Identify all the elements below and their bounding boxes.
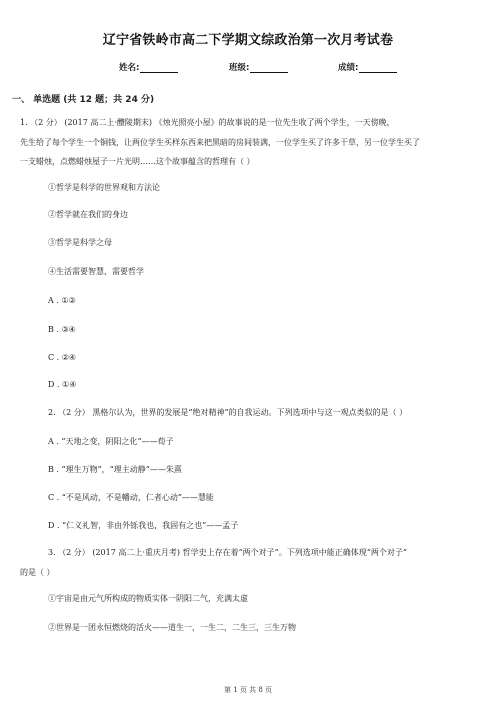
q2-stem-line: 2. （2 分） 黑格尔认为，世界的发展是“绝对精神”的自我运动。下列选项中与这一观点类似的是（ ） xyxy=(48,408,408,417)
q1-statement: ③哲学是科学之母 xyxy=(48,238,112,247)
q2-option-c: C . “不是风动，不是幡动，仁者心动”——慧能 xyxy=(48,493,214,502)
q1-stem-line: 1. （2 分） (2017 高二上·醴陵期末) 《烛光照亮小屋》的故事说的是一位先生收了两个学生，一天傍晚， xyxy=(20,118,395,127)
q2-option-d: D . “仁义礼智，非由外铄我也，我固有之也”——孟子 xyxy=(48,521,239,530)
q1-stem-line: 一支蜡烛，点燃蜡烛屋子一片光明……这个故事蕴含的哲理有（ ） xyxy=(20,157,255,166)
q1-statement: ④生活需要智慧，需要哲学 xyxy=(48,267,144,276)
name-blank xyxy=(140,63,178,73)
q1-option-d: D . ①④ xyxy=(48,380,77,389)
q3-statement: ①宇宙是由元气所构成的物质实体一阴阳二气，充满太虚 xyxy=(48,594,248,603)
section-heading: 一、 单选题 (共 12 题；共 24 分) xyxy=(12,95,155,105)
q2-option-a: A . “天地之变，阴阳之化”——荀子 xyxy=(48,437,174,446)
q3-stem-line: 3. （2 分） (2017 高二上·重庆月考) 哲学史上存在着“两个对子”。下列选项中能正确体现“两个对子” xyxy=(48,548,407,557)
q1-statement: ②哲学就在我们的身边 xyxy=(48,210,128,219)
q2-option-b: B . “理生万物”，“理主动静”——朱熹 xyxy=(48,465,182,474)
score-blank xyxy=(359,63,397,73)
q1-option-a: A . ①② xyxy=(48,296,76,305)
name-label: 姓名: xyxy=(119,63,140,73)
q1-statement: ①哲学是科学的世界观和方法论 xyxy=(48,183,160,192)
class-blank xyxy=(250,63,288,73)
exam-title: 辽宁省铁岭市高二下学期文综政治第一次月考试卷 xyxy=(102,33,394,48)
score-field xyxy=(338,61,397,73)
class-field xyxy=(229,61,288,73)
name-field xyxy=(119,61,178,73)
page-footer: 第 1 页 共 8 页 xyxy=(223,686,273,694)
q1-option-c: C . ②④ xyxy=(48,353,77,362)
score-label: 成绩: xyxy=(338,63,359,73)
q3-stem-line: 的是（ ） xyxy=(20,568,55,577)
class-label: 班级: xyxy=(229,63,250,73)
q1-option-b: B . ③④ xyxy=(48,325,76,334)
student-info-row xyxy=(0,61,496,75)
q3-statement: ②世界是一团永恒燃烧的活火——道生一，一生二，二生三，三生万物 xyxy=(48,623,296,632)
q1-stem-line: 先生给了每个学生一个铜钱，让两位学生买样东西来把黑暗的房间装满，一位学生买了许多干草，另一位学生买了 xyxy=(20,138,420,147)
